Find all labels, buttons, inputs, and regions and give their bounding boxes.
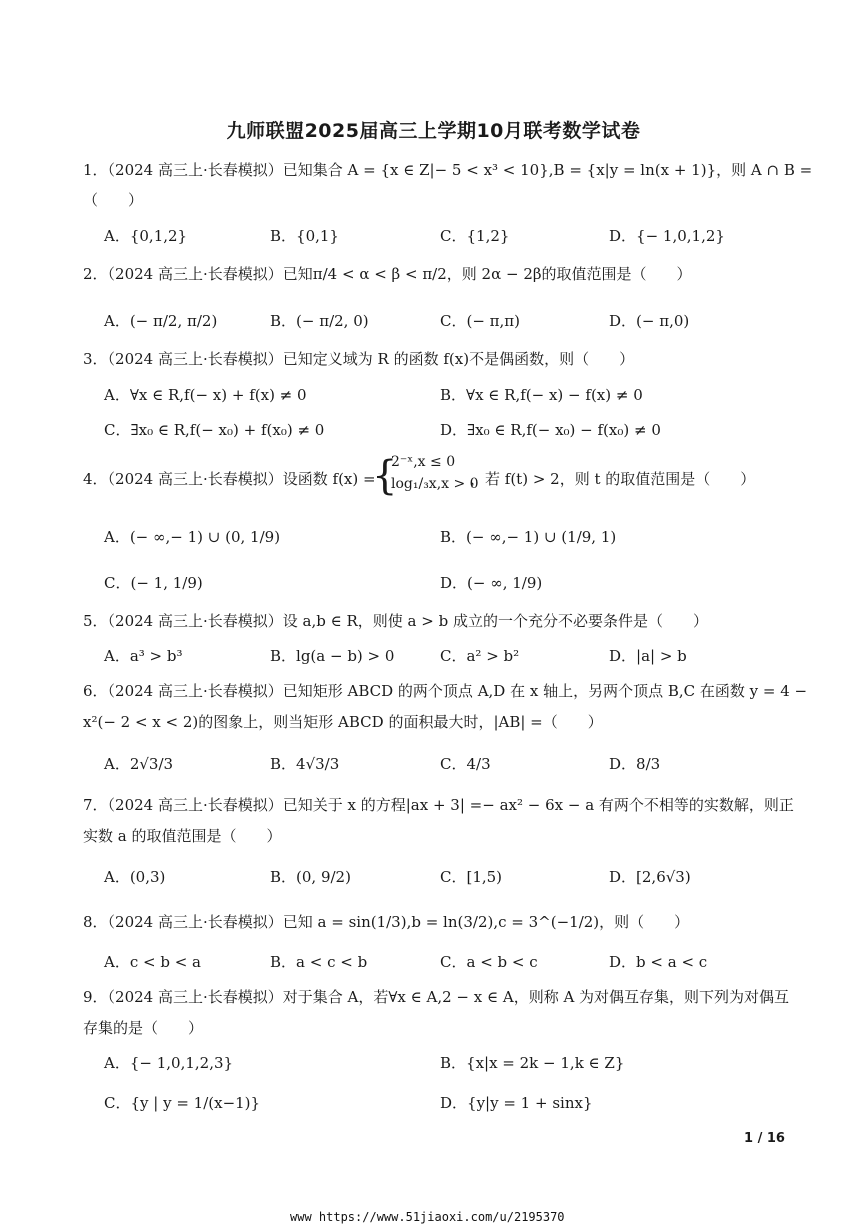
q2-option-c: C．(− π,π) <box>440 312 521 330</box>
q7-option-b: B．(0, 9/2) <box>270 868 351 886</box>
question-8-line-1: 8．（2024 高三上·长春模拟）已知 a = sin(1/3),b = ln(3/2),c = 3^(−1/2)，则（ ） <box>83 913 690 931</box>
question-9-line-1: 9．（2024 高三上·长春模拟）对于集合 A，若∀x ∈ A,2 − x ∈ A，则称 A 为对偶互存集，则下列为对偶互 <box>83 988 790 1006</box>
q8-option-a: A．c < b < a <box>104 953 201 971</box>
q4-option-d: D．(− ∞, 1/9) <box>440 574 543 592</box>
question-2-line-1: 2．（2024 高三上·长春模拟）已知π/4 < α < β < π/2，则 2α − 2β的取值范围是（ ） <box>83 265 692 283</box>
q4-option-a: A．(− ∞,− 1) ∪ (0, 1/9) <box>104 528 281 546</box>
question-6-line-2: x²(− 2 < x < 2)的图象上，则当矩形 ABCD 的面积最大时，|AB| =（ ） <box>83 713 603 731</box>
q3-option-d: D．∃x₀ ∈ R,f(− x₀) − f(x₀) ≠ 0 <box>440 421 661 439</box>
piecewise-case-1: 2⁻ˣ,x ≤ 0 <box>391 454 456 470</box>
piecewise-case-2: log₁/₃x,x > 0 <box>391 476 479 492</box>
footer-url[interactable]: www https://www.51jiaoxi.com/u/2195370 <box>290 1210 565 1224</box>
q2-option-b: B．(− π/2, 0) <box>270 312 369 330</box>
q4-option-b: B．(− ∞,− 1) ∪ (1/9, 1) <box>440 528 617 546</box>
q1-option-b: B．{0,1} <box>270 227 339 245</box>
q3-option-a: A．∀x ∈ R,f(− x) + f(x) ≠ 0 <box>104 386 307 404</box>
question-7-line-2: 实数 a 的取值范围是（ ） <box>83 827 282 845</box>
question-3-line-1: 3．（2024 高三上·长春模拟）已知定义域为 R 的函数 f(x)不是偶函数，则（ ） <box>83 350 635 368</box>
q5-option-b: B．lg(a − b) > 0 <box>270 647 395 665</box>
q3-option-c: C．∃x₀ ∈ R,f(− x₀) + f(x₀) ≠ 0 <box>104 421 325 439</box>
q8-option-c: C．a < b < c <box>440 953 538 971</box>
q2-option-d: D．(− π,0) <box>609 312 690 330</box>
piecewise-brace: { <box>372 453 398 499</box>
q6-option-b: B．4√3/3 <box>270 755 340 773</box>
q5-option-d: D．|a| > b <box>609 647 687 665</box>
q6-option-c: C．4/3 <box>440 755 491 773</box>
question-7-line-1: 7．（2024 高三上·长春模拟）已知关于 x 的方程|ax + 3| =− ax² − 6x − a 有两个不相等的实数解，则正 <box>83 796 794 814</box>
q1-option-c: C．{1,2} <box>440 227 510 245</box>
q1-option-d: D．{− 1,0,1,2} <box>609 227 725 245</box>
q8-option-b: B．a < c < b <box>270 953 368 971</box>
q9-option-b: B．{x|x = 2k − 1,k ∈ Z} <box>440 1054 625 1072</box>
page-title: 九师联盟2025届高三上学期10月联考数学试卷 <box>226 120 641 142</box>
q7-option-a: A．(0,3) <box>104 868 166 886</box>
q8-option-d: D．b < a < c <box>609 953 708 971</box>
q9-option-c: C．{y | y = 1/(x−1)} <box>104 1094 261 1112</box>
q7-option-c: C．[1,5) <box>440 868 503 886</box>
q3-option-b: B．∀x ∈ R,f(− x) − f(x) ≠ 0 <box>440 386 643 404</box>
page-number: 1 / 16 <box>744 1131 785 1146</box>
question-4-line-1: 4．（2024 高三上·长春模拟）设函数 f(x) = <box>83 470 376 488</box>
q1-option-a: A．{0,1,2} <box>104 227 188 245</box>
question-9-line-2: 存集的是（ ） <box>83 1019 204 1037</box>
q6-option-a: A．2√3/3 <box>104 755 174 773</box>
question-4-line-2: ，若 f(t) > 2，则 t 的取值范围是（ ） <box>470 470 756 488</box>
q9-option-a: A．{− 1,0,1,2,3} <box>104 1054 234 1072</box>
q6-option-d: D．8/3 <box>609 755 661 773</box>
question-1-line-2: （ ） <box>83 191 144 209</box>
question-1-line-1: 1．（2024 高三上·长春模拟）已知集合 A = {x ∈ Z|− 5 < x³ < 10},B = {x|y = ln(x + 1)}，则 A ∩ B = <box>83 161 813 179</box>
question-5-line-1: 5．（2024 高三上·长春模拟）设 a,b ∈ R，则使 a > b 成立的一个充分不必要条件是（ ） <box>83 612 708 630</box>
q5-option-c: C．a² > b² <box>440 647 520 665</box>
question-6-line-1: 6．（2024 高三上·长春模拟）已知矩形 ABCD 的两个顶点 A,D 在 x 轴上，另两个顶点 B,C 在函数 y = 4 − <box>83 682 808 700</box>
q7-option-d: D．[2,6√3) <box>609 868 691 886</box>
q5-option-a: A．a³ > b³ <box>104 647 183 665</box>
q2-option-a: A．(− π/2, π/2) <box>104 312 218 330</box>
q4-option-c: C．(− 1, 1/9) <box>104 574 203 592</box>
q9-option-d: D．{y|y = 1 + sinx} <box>440 1094 593 1112</box>
